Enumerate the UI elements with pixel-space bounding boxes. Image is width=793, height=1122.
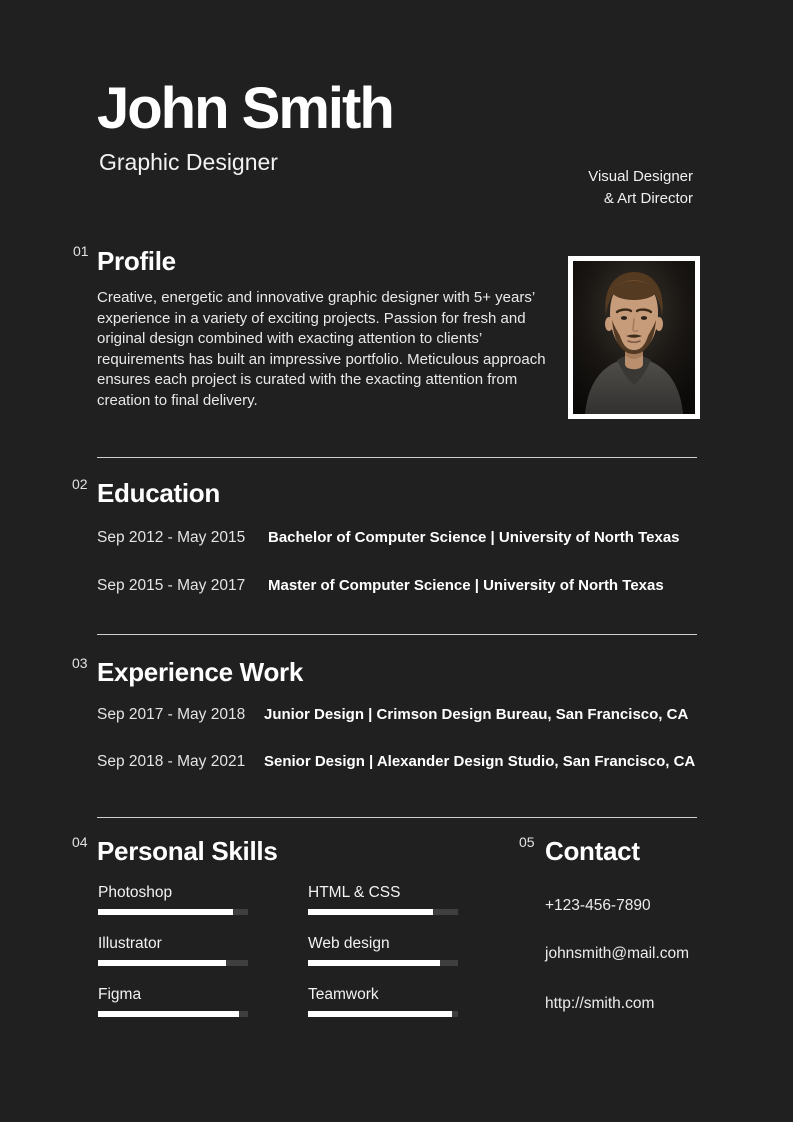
section-title-contact: Contact [545, 836, 640, 866]
skill-bar-fill [308, 960, 440, 966]
profile-photo [568, 256, 700, 419]
skill-bar-track [98, 909, 248, 915]
tagline-line-1: Visual Designer [588, 168, 693, 185]
skill-item [308, 986, 458, 1017]
profile-summary-text: Creative, energetic and innovative graphic designer with 5+ years’ experience in a variety of exciting projects. Passion for fresh and original design combined with exacting attention to clients’ requirements has built an impressive portfolio. Meticulous approach ensures each project is curated with the exacting attention from creation to final delivery. [97, 289, 546, 409]
tagline-line-2: & Art Director [603, 189, 693, 207]
divider-after-education [97, 634, 697, 635]
section-title-profile: Profile [97, 246, 176, 276]
section-number-education: 02 [72, 476, 88, 492]
contact-website: http://smith.com [545, 995, 655, 1012]
skill-bar-track [98, 960, 248, 966]
skill-item [98, 884, 248, 915]
skill-bar-track [98, 1011, 248, 1017]
contact-phone: +123-456-7890 [545, 897, 651, 914]
skill-item [308, 935, 458, 966]
contact-email: johnsmith@mail.com [545, 945, 690, 962]
skill-item [98, 935, 248, 966]
education-detail: Bachelor of Computer Science | University of North Texas [268, 529, 680, 546]
skill-bar-fill [308, 1011, 452, 1017]
section-title-education: Education [97, 478, 220, 508]
skill-label: HTML & CSS [308, 884, 401, 901]
experience-detail: Junior Design | Crimson Design Bureau, San Francisco, CA [264, 706, 689, 723]
experience-dates: Sep 2017 - May 2018 [97, 706, 246, 723]
skill-label: Figma [98, 986, 142, 1003]
education-dates: Sep 2015 - May 2017 [97, 577, 246, 594]
section-number-contact: 05 [519, 834, 535, 850]
skill-bar-track [308, 909, 458, 915]
education-dates: Sep 2012 - May 2015 [97, 529, 246, 546]
skill-bar-fill [98, 1011, 239, 1017]
person-job-title: Graphic Designer [99, 149, 278, 175]
section-title-experience: Experience Work [97, 657, 304, 687]
education-detail: Master of Computer Science | University of North Texas [268, 577, 664, 594]
section-title-skills: Personal Skills [97, 836, 278, 866]
divider-after-profile [97, 457, 697, 458]
skill-label: Web design [308, 935, 390, 952]
skill-label: Illustrator [98, 935, 162, 952]
skill-item [98, 986, 248, 1017]
skill-bar-fill [98, 909, 233, 915]
divider-after-experience [97, 817, 697, 818]
skill-item [308, 884, 458, 915]
experience-detail: Senior Design | Alexander Design Studio, San Francisco, CA [264, 753, 696, 770]
section-number-experience: 03 [72, 655, 88, 671]
person-tagline [588, 166, 693, 209]
skill-bar-track [308, 1011, 458, 1017]
experience-dates: Sep 2018 - May 2021 [97, 753, 246, 770]
person-name: John Smith [97, 76, 393, 141]
portrait-illustration [573, 261, 695, 414]
skill-label: Teamwork [308, 986, 379, 1003]
skill-bar-fill [308, 909, 433, 915]
skill-bar-fill [98, 960, 226, 966]
section-number-skills: 04 [72, 834, 88, 850]
skill-label: Photoshop [98, 884, 173, 901]
section-number-profile: 01 [73, 243, 89, 259]
skill-bar-track [308, 960, 458, 966]
